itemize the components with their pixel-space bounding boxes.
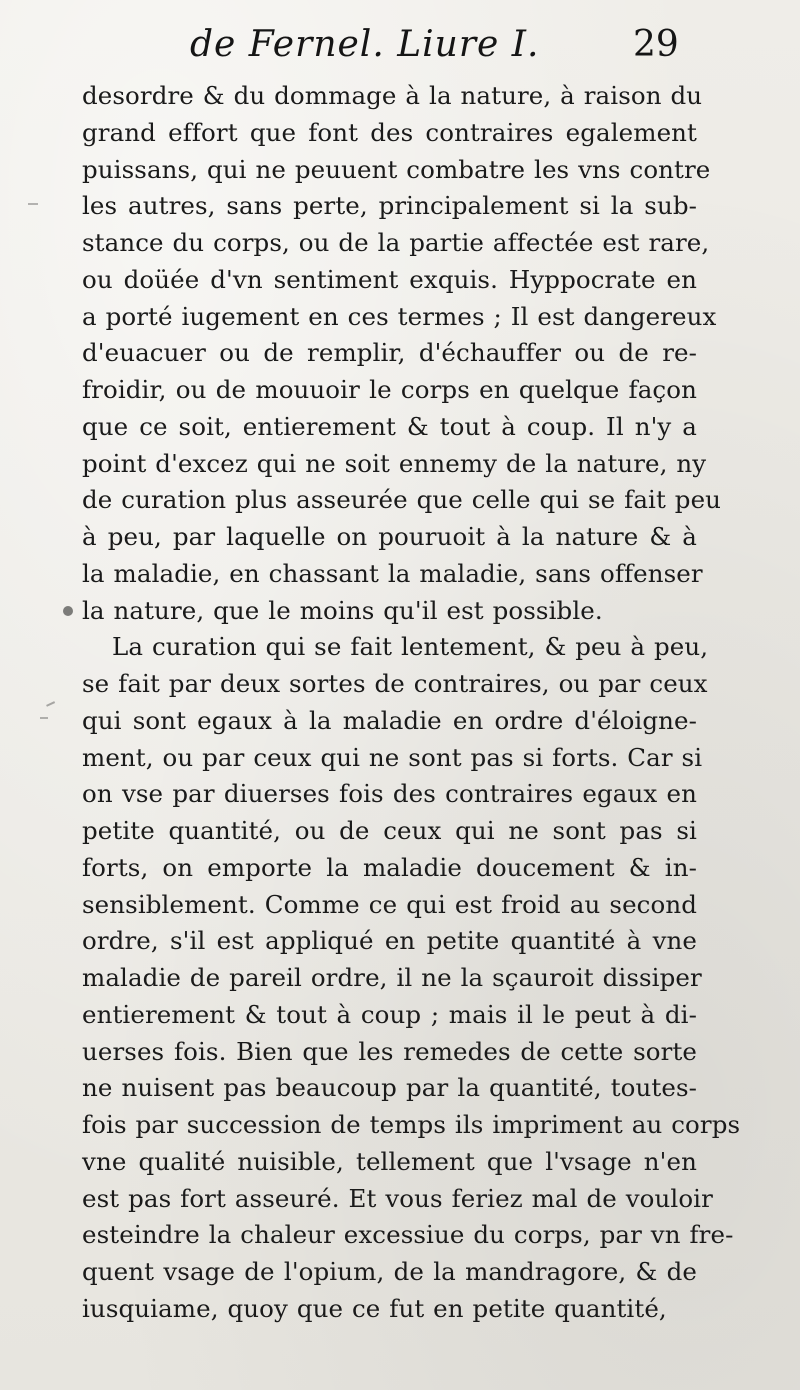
text-line: la maladie, en chassant la maladie, sans offenser [82,558,703,588]
text-line: que ce soit, entierement & tout à coup. Il n'y a [82,411,697,441]
text-line: iusquiame, quoy que ce fut en petite quantité, [82,1293,667,1323]
text-line: ment, ou par ceux qui ne sont pas si forts. Car si [82,742,703,772]
text-line: fois par succession de temps ils impriment au corps [82,1110,741,1139]
body-text [82,78,741,1328]
text-line: sensiblement. Comme ce qui est froid au second [82,889,697,919]
text-line: est pas fort asseuré. Et vous feriez mal de vouloir [82,1183,713,1213]
text-line: vne qualité nuisible, tellement que l'vsage n'en [82,1146,697,1176]
text-line: grand effort que font des contraires egalement [82,117,697,147]
text-line: on vse par diuerses fois des contraires egaux en [82,779,697,809]
text-line: forts, on emporte la maladie doucement & in- [82,852,697,882]
text-line: desordre & du dommage à la nature, à raison du [82,81,703,110]
margin-mark [28,203,38,205]
text-line: point d'excez qui ne soit ennemy de la nature, ny [82,448,707,478]
text-line: puissans, qui ne peuuent combatre les vns contre [82,154,711,184]
ink-spot [63,606,73,616]
text-line: les autres, sans perte, principalement si la sub- [82,191,697,221]
paragraph-2 [82,629,741,1327]
text-line: qui sont egaux à la maladie en ordre d'éloigne- [82,705,697,735]
text-line: entierement & tout à coup ; mais il le peut à di- [82,999,697,1029]
text-line: ne nuisent pas beaucoup par la quantité, toutes- [82,1073,697,1103]
text-line: froidir, ou de mouuoir le corps en quelque façon [82,375,697,404]
text-line: a porté iugement en ces termes ; Il est dangereux [82,301,717,331]
page-number: 29 [633,24,679,65]
text-line: la nature, que le moins qu'il est possible. [82,595,603,625]
margin-mark [40,717,48,719]
running-head: de Fernel. Liure I. [190,24,540,65]
page-header [0,24,800,70]
text-line: de curation plus asseurée que celle qui se fait peu [82,485,722,515]
text-line: quent vsage de l'opium, de la mandragore, & de [82,1257,697,1286]
text-line: esteindre la chaleur excessiue du corps, par vn fre- [82,1220,734,1250]
text-line: d'euacuer ou de remplir, d'échauffer ou de re- [82,338,697,368]
margin-mark [46,701,55,706]
text-line: uerses fois. Bien que les remedes de cette sorte [82,1036,697,1066]
text-line: ou doüée d'vn sentiment exquis. Hyppocrate en [82,264,697,294]
text-line: La curation qui se fait lentement, & peu à peu, [112,632,709,662]
text-line: ordre, s'il est appliqué en petite quantité à vne [82,926,697,956]
text-line: maladie de pareil ordre, il ne la sçauroit dissiper [82,963,702,992]
paragraph-1 [82,78,722,629]
text-line: se fait par deux sortes de contraires, ou par ceux [82,669,708,698]
text-line: petite quantité, ou de ceux qui ne sont pas si [82,816,697,845]
text-line: stance du corps, ou de la partie affectée est rare, [82,228,710,257]
text-line: à peu, par laquelle on pouruoit à la nature & à [82,522,697,551]
